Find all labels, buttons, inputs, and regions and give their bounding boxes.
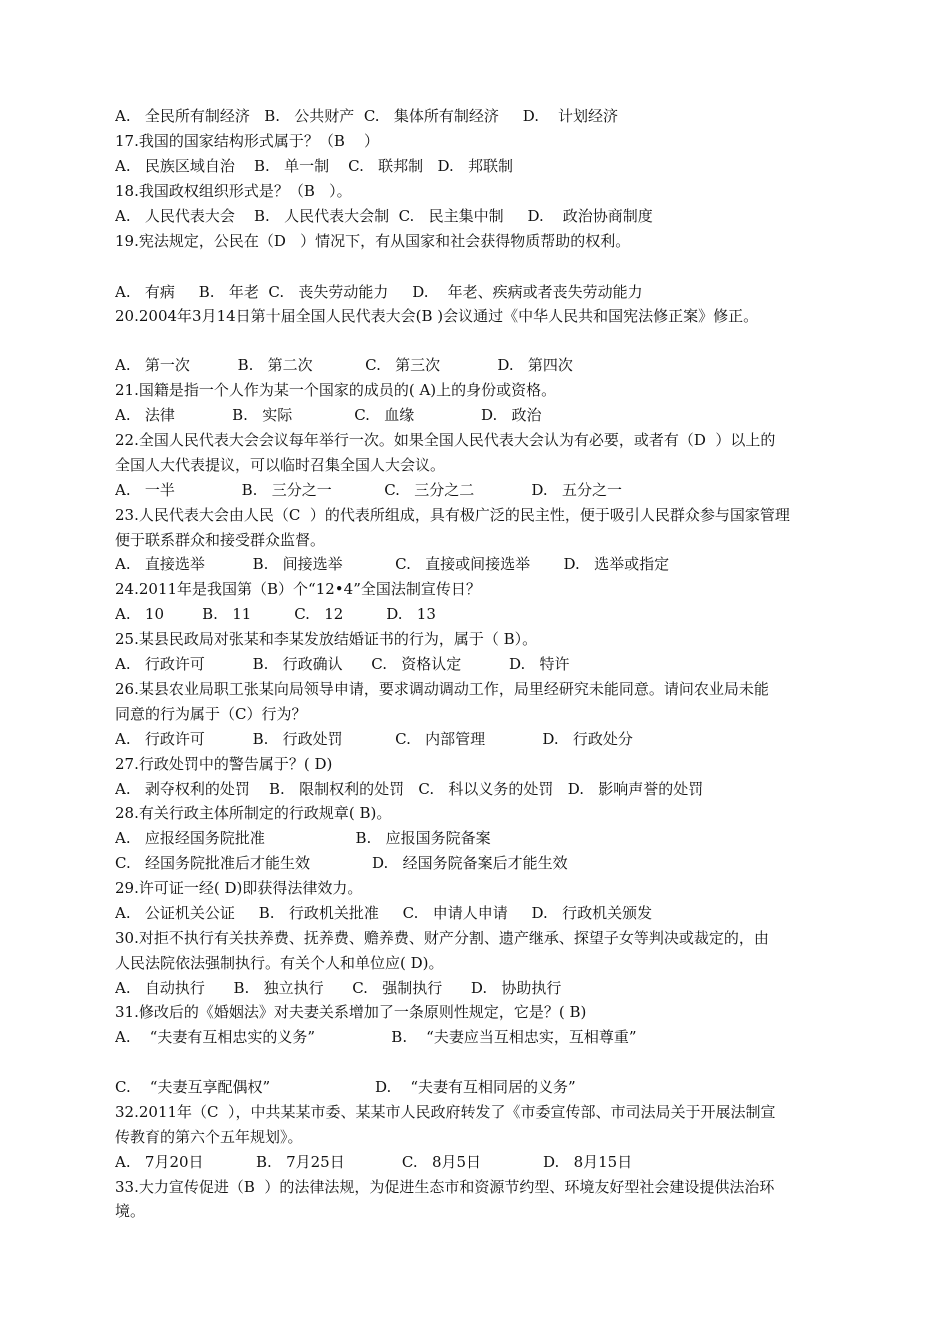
text-line: 29.许可证一经( D)即获得法律效力。: [115, 879, 363, 897]
text-line: 全国人大代表提议，可以临时召集全国人大会议。: [115, 456, 446, 474]
text-line: A. “夫妻有互相忠实的义务” B. “夫妻应当互相忠实，互相尊重”: [115, 1028, 637, 1046]
text-line: 23.人民代表大会由人民（C ）的代表所组成，具有极广泛的民主性，便于吸引人民群众参与国家管理: [115, 506, 790, 524]
text-line: 24.2011年是我国第（B）个“12•4”全国法制宣传日？: [115, 580, 481, 598]
text-line: A. 应报经国务院批准 B. 应报国务院备案: [115, 829, 491, 847]
text-line: A. 人民代表大会 B. 人民代表大会制 C. 民主集中制 D. 政治协商制度: [115, 207, 653, 225]
text-line: 26.某县农业局职工张某向局领导申请，要求调动调动工作，局里经研究未能同意。请问农业局未能: [115, 680, 769, 698]
text-line: 传教育的第六个五年规划》。: [115, 1128, 303, 1146]
text-line: 境。: [115, 1202, 146, 1220]
text-line: C. 经国务院批准后才能生效 D. 经国务院备案后才能生效: [115, 854, 568, 872]
text-line: 18.我国政权组织形式是？（B ）。: [115, 182, 352, 200]
text-line: 人民法院依法强制执行。有关个人和单位应( D)。: [115, 954, 444, 972]
text-line: 同意的行为属于（C）行为？: [115, 705, 307, 723]
text-line: 22.全国人民代表大会会议每年举行一次。如果全国人民代表大会认为有必要，或者有（D ）以上的: [115, 431, 776, 449]
text-line: A. 一半 B. 三分之一 C. 三分之二 D. 五分之一: [115, 481, 622, 499]
text-line: A. 民族区域自治 B. 单一制 C. 联邦制 D. 邦联制: [115, 157, 514, 175]
text-line: A. 全民所有制经济 B. 公共财产 C. 集体所有制经济 D. 计划经济: [115, 107, 619, 125]
text-line: 27.行政处罚中的警告属于？( D): [115, 755, 333, 773]
text-line: 32.2011年（C ），中共某某市委、某某市人民政府转发了《市委宣传部、市司法局关于开展法制宣: [115, 1103, 776, 1121]
text-line: A. 有病 B. 年老 C. 丧失劳动能力 D. 年老、疾病或者丧失劳动能力: [115, 283, 643, 301]
text-line: A. 第一次 B. 第二次 C. 第三次 D. 第四次: [115, 356, 573, 374]
text-line: A. 行政许可 B. 行政处罚 C. 内部管理 D. 行政处分: [115, 730, 633, 748]
text-line: 21.国籍是指一个人作为某一个国家的成员的( A)上的身份或资格。: [115, 381, 557, 399]
text-line: 30.对拒不执行有关扶养费、抚养费、赡养费、财产分割、遗产继承、探望子女等判决或裁定的，由: [115, 929, 769, 947]
text-line: C. “夫妻互享配偶权” D. “夫妻有互相同居的义务”: [115, 1078, 576, 1096]
text-line: 便于联系群众和接受群众监督。: [115, 531, 326, 549]
text-line: A. 7月20日 B. 7月25日 C. 8月5日 D. 8月15日: [115, 1153, 633, 1171]
text-line: 19.宪法规定，公民在（D ）情况下，有从国家和社会获得物质帮助的权利。: [115, 232, 631, 250]
text-line: 25.某县民政局对张某和李某发放结婚证书的行为，属于（ B）。: [115, 630, 538, 648]
text-line: A. 公证机关公证 B. 行政机关批准 C. 申请人申请 D. 行政机关颁发: [115, 904, 653, 922]
text-line: 33.大力宣传促进（B ）的法律法规，为促进生态市和资源节约型、环境友好型社会建设提供法治环: [115, 1178, 775, 1196]
text-line: 20.2004年3月14日第十届全国人民代表大会(B )会议通过《中华人民共和国宪法修正案》修正。: [115, 307, 759, 325]
text-line: A. 直接选举 B. 间接选举 C. 直接或间接选举 D. 选举或指定: [115, 555, 670, 573]
text-line: A. 行政许可 B. 行政确认 C. 资格认定 D. 特许: [115, 655, 570, 673]
text-line: 28.有关行政主体所制定的行政规章( B)。: [115, 804, 392, 822]
text-line: A. 剥夺权利的处罚 B. 限制权利的处罚 C. 科以义务的处罚 D. 影响声誉的处罚: [115, 780, 704, 798]
text-line: A. 法律 B. 实际 C. 血缘 D. 政治: [115, 406, 542, 424]
text-line: 31.修改后的《婚姻法》对夫妻关系增加了一条原则性规定，它是？( B): [115, 1003, 587, 1021]
text-line: A. 10 B. 11 C. 12 D. 13: [115, 605, 436, 623]
text-line: 17.我国的国家结构形式属于？（B ）: [115, 132, 379, 150]
text-line: A. 自动执行 B. 独立执行 C. 强制执行 D. 协助执行: [115, 979, 562, 997]
